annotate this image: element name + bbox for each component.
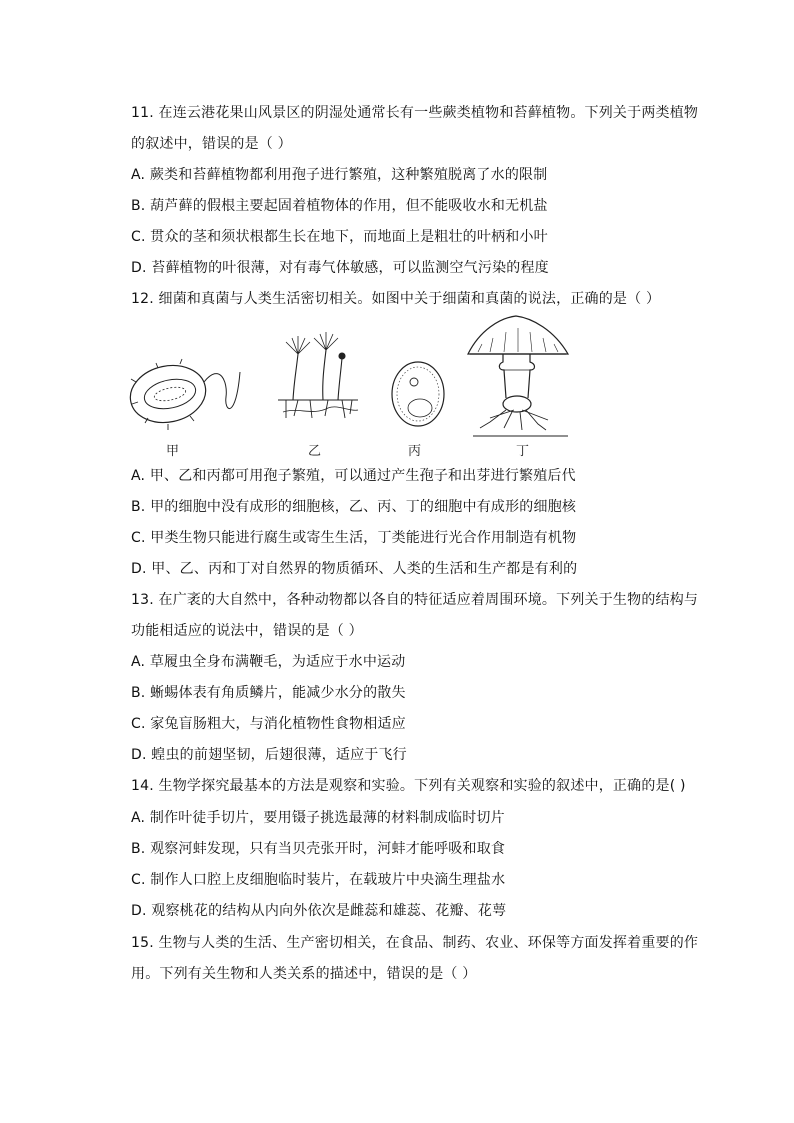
figure-label-yi: 乙 — [308, 444, 322, 459]
q14-option-c: C. 制作人口腔上皮细胞临时装片，在载玻片中央滴生理盐水 — [131, 872, 506, 888]
q13-option-d: D. 蝗虫的前翅坚韧，后翅很薄，适应于飞行 — [131, 747, 407, 763]
q14-option-d: D. 观察桃花的结构从内向外依次是雌蕊和雄蕊、花瓣、花萼 — [131, 903, 507, 919]
q13-stem-line-1: 13. 在广袤的大自然中，各种动物都以各自的特征适应着周围环境。下列关于生物的结构与 — [131, 592, 699, 608]
q15-stem-line-1: 15. 生物与人类的生活、生产密切相关，在食品、制药、农业、环保等方面发挥着重要的作 — [131, 935, 699, 951]
q11-option-d: D. 苔藓植物的叶很薄，对有毒气体敏感，可以监测空气污染的程度 — [131, 260, 549, 276]
q13-option-b: B. 蜥蜴体表有角质鳞片，能减少水分的散失 — [131, 685, 406, 701]
yeast-drawing — [392, 362, 444, 426]
q14-option-a: A. 制作叶徒手切片，要用镊子挑选最薄的材料制成临时切片 — [131, 810, 505, 826]
q11-stem-line-1: 11. 在连云港花果山风景区的阴湿处通常长有一些蕨类植物和苔藓植物。下列关于两类植物 — [131, 105, 699, 121]
q11-option-b: B. 葫芦藓的假根主要起固着植物体的作用，但不能吸收水和无机盐 — [131, 198, 548, 214]
figure-label-bing: 丙 — [408, 444, 422, 459]
mold-drawing — [278, 332, 358, 418]
bacterium-drawing — [128, 359, 240, 430]
q12-option-b: B. 甲的细胞中没有成形的细胞核，乙、丙、丁的细胞中有成形的细胞核 — [131, 499, 577, 515]
q11-option-c: C. 贯众的茎和须状根都生长在地下，而地面上是粗壮的叶柄和小叶 — [131, 229, 548, 245]
figure-label-jia: 甲 — [166, 444, 180, 459]
q12-option-c: C. 甲类生物只能进行腐生或寄生生活，丁类能进行光合作用制造有机物 — [131, 530, 577, 546]
q12-stem-line-1: 12. 细菌和真菌与人类生活密切相关。如图中关于细菌和真菌的说法，正确的是（ ） — [131, 291, 661, 307]
q11-stem-line-2: 的叙述中，错误的是（ ） — [131, 136, 292, 152]
mushroom-drawing — [468, 316, 568, 436]
q12-option-d: D. 甲、乙、丙和丁对自然界的物质循环、人类的生活和生产都是有利的 — [131, 561, 578, 577]
q15-stem-line-2: 用。下列有关生物和人类关系的描述中，错误的是（ ） — [131, 966, 477, 982]
q13-option-a: A. 草履虫全身布满鞭毛，为适应于水中运动 — [131, 654, 406, 670]
q12-option-a: A. 甲、乙和丙都可用孢子繁殖，可以通过产生孢子和出芽进行繁殖后代 — [131, 468, 576, 484]
microbe-figure — [128, 312, 588, 462]
microbe-illustrations — [128, 312, 588, 442]
q13-stem-line-2: 功能相适应的说法中，错误的是（ ） — [131, 623, 363, 639]
q14-stem-line-1: 14. 生物学探究最基本的方法是观察和实验。下列有关观察和实验的叙述中，正确的是( ) — [131, 778, 686, 794]
q14-option-b: B. 观察河蚌发现，只有当贝壳张开时，河蚌才能呼吸和取食 — [131, 841, 506, 857]
q13-option-c: C. 家兔盲肠粗大，与消化植物性食物相适应 — [131, 716, 406, 732]
figure-label-ding: 丁 — [516, 444, 530, 459]
q11-option-a: A. 蕨类和苔藓植物都利用孢子进行繁殖，这种繁殖脱离了水的限制 — [131, 167, 548, 183]
